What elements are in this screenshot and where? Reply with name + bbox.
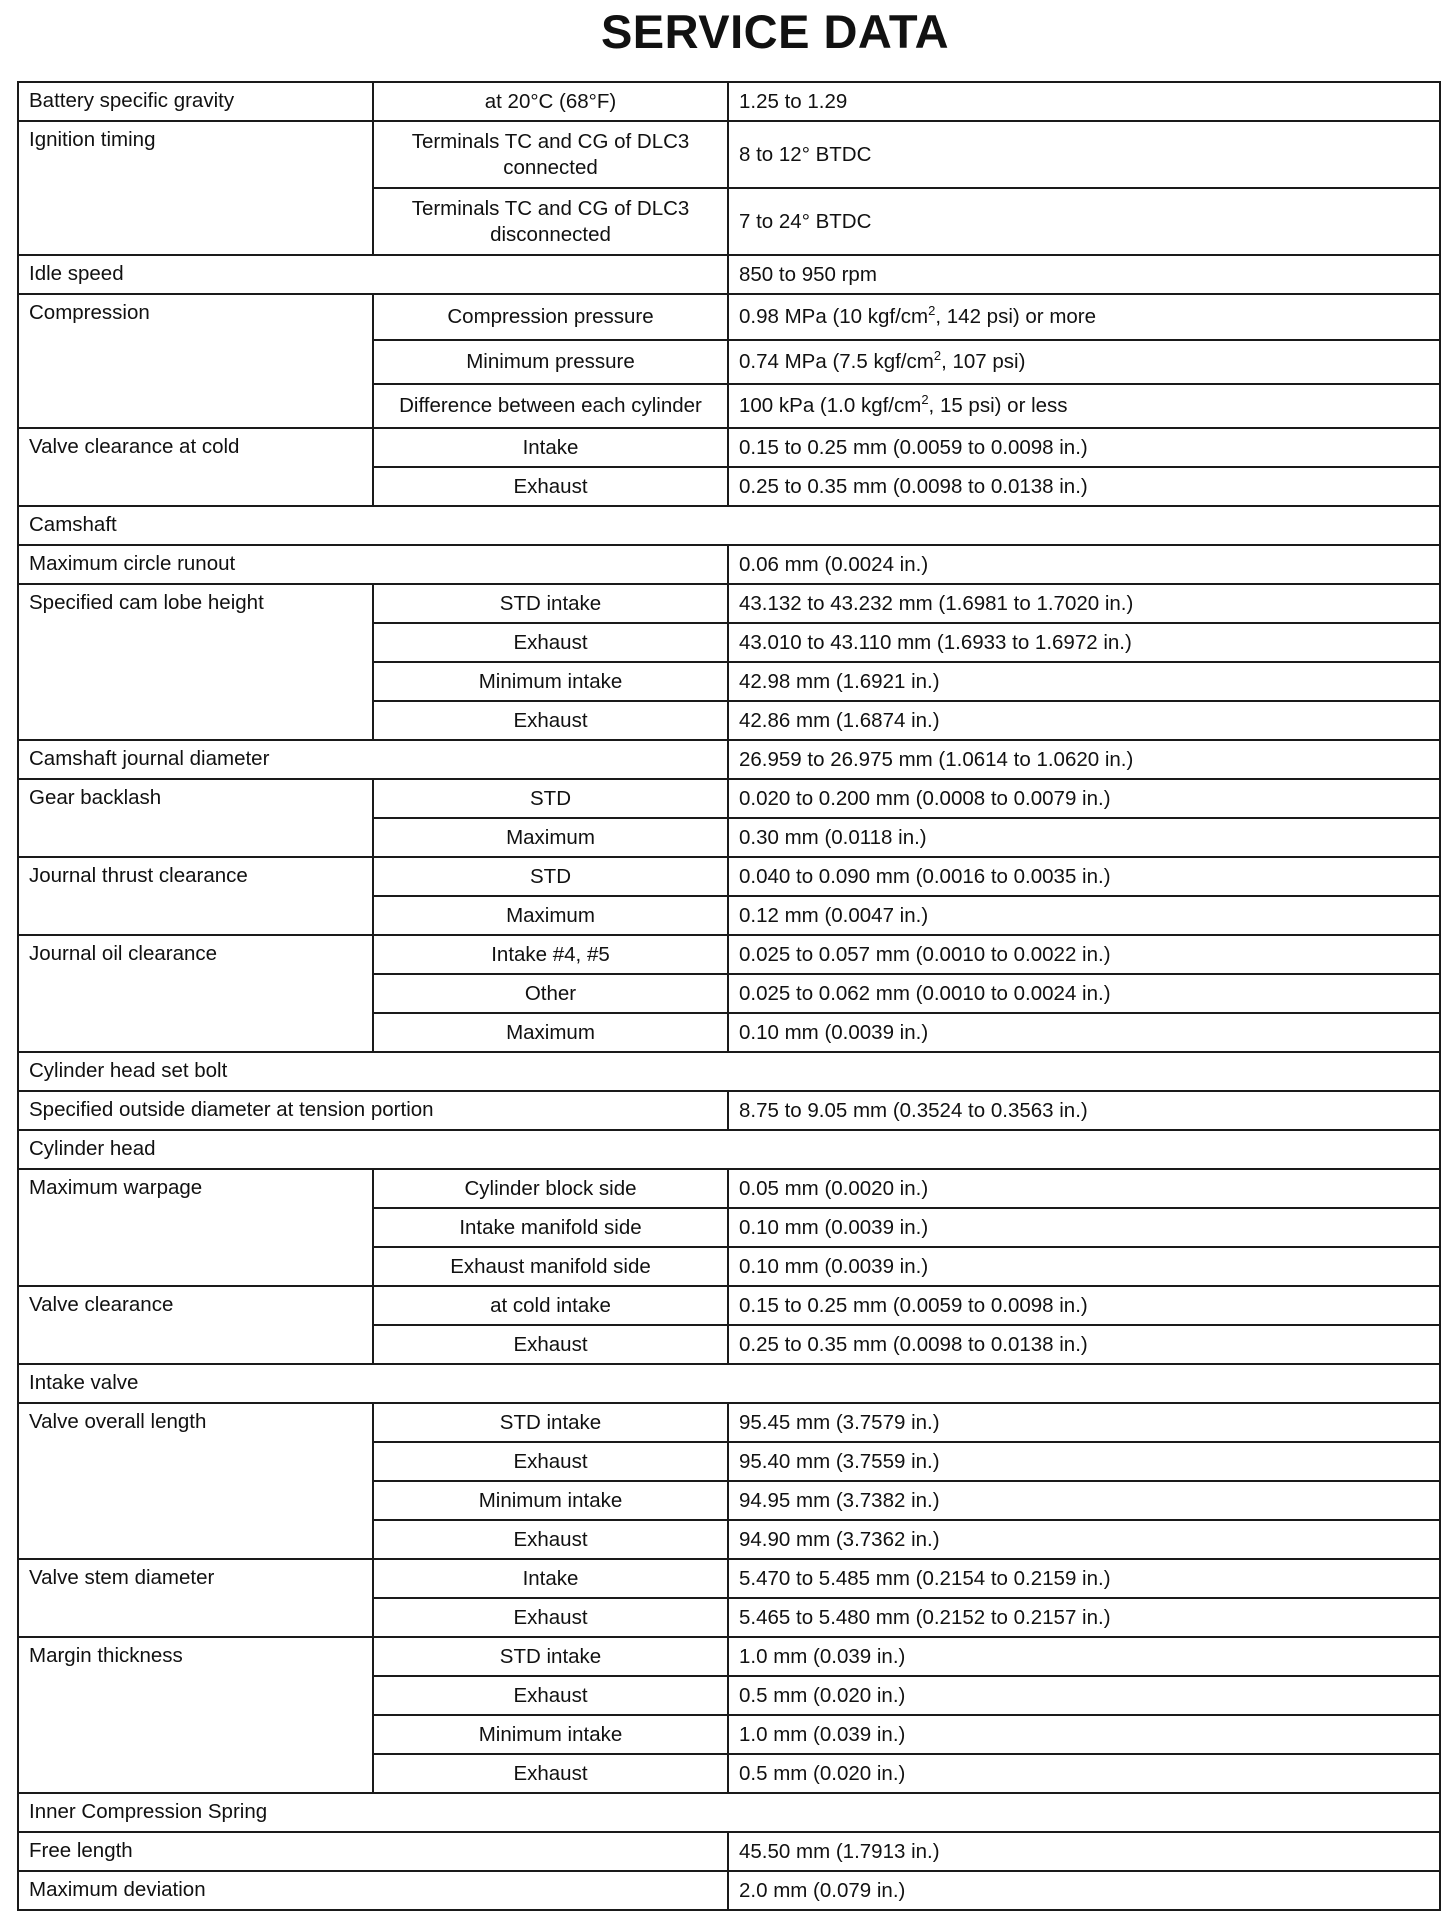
table-row xyxy=(18,1637,1440,1676)
row-value xyxy=(728,384,1440,428)
value-text: , 15 psi) or less xyxy=(928,394,1068,417)
row-condition: Other xyxy=(373,974,728,1013)
row-label: Valve overall length xyxy=(18,1403,373,1559)
value-text: 0.98 MPa (10 kgf/cm xyxy=(739,305,929,328)
row-condition: Minimum intake xyxy=(373,1715,728,1754)
table-row xyxy=(18,82,1440,121)
row-label: Valve stem diameter xyxy=(18,1559,373,1637)
table-row xyxy=(18,1169,1440,1208)
row-condition: Intake #4, #5 xyxy=(373,935,728,974)
row-label: Free length xyxy=(18,1832,728,1871)
row-condition: Exhaust xyxy=(373,1676,728,1715)
row-condition: Exhaust xyxy=(373,623,728,662)
table-row xyxy=(18,1091,1440,1130)
row-condition: Maximum xyxy=(373,896,728,935)
table-row xyxy=(18,294,1440,340)
section-header: Intake valve xyxy=(18,1364,1440,1403)
row-value: 94.90 mm (3.7362 in.) xyxy=(728,1520,1440,1559)
row-value: 0.10 mm (0.0039 in.) xyxy=(728,1247,1440,1286)
section-header: Inner Compression Spring xyxy=(18,1793,1440,1832)
row-label: Valve clearance xyxy=(18,1286,373,1364)
row-value: 0.5 mm (0.020 in.) xyxy=(728,1754,1440,1793)
row-label: Maximum deviation xyxy=(18,1871,728,1910)
row-label: Specified cam lobe height xyxy=(18,584,373,740)
table-row xyxy=(18,935,1440,974)
row-value: 0.025 to 0.057 mm (0.0010 to 0.0022 in.) xyxy=(728,935,1440,974)
table-row xyxy=(18,545,1440,584)
row-condition: Exhaust xyxy=(373,1754,728,1793)
table-row xyxy=(18,779,1440,818)
row-value: 5.465 to 5.480 mm (0.2152 to 0.2157 in.) xyxy=(728,1598,1440,1637)
row-condition: Intake manifold side xyxy=(373,1208,728,1247)
row-label: Maximum warpage xyxy=(18,1169,373,1286)
value-text: 100 kPa (1.0 kgf/cm xyxy=(739,394,922,417)
row-value: 0.020 to 0.200 mm (0.0008 to 0.0079 in.) xyxy=(728,779,1440,818)
row-condition: Exhaust xyxy=(373,1520,728,1559)
row-value: 0.25 to 0.35 mm (0.0098 to 0.0138 in.) xyxy=(728,1325,1440,1364)
superscript: 2 xyxy=(928,303,936,319)
row-label: Maximum circle runout xyxy=(18,545,728,584)
section-row xyxy=(18,1052,1440,1091)
row-label: Journal thrust clearance xyxy=(18,857,373,935)
row-value: 0.10 mm (0.0039 in.) xyxy=(728,1208,1440,1247)
table-row xyxy=(18,1286,1440,1325)
row-value: 0.040 to 0.090 mm (0.0016 to 0.0035 in.) xyxy=(728,857,1440,896)
row-label: Specified outside diameter at tension portion xyxy=(18,1091,728,1130)
section-row xyxy=(18,506,1440,545)
row-label: Ignition timing xyxy=(18,121,373,255)
table-row xyxy=(18,121,1440,188)
row-value: 0.12 mm (0.0047 in.) xyxy=(728,896,1440,935)
row-value xyxy=(728,294,1440,340)
row-condition: at cold intake xyxy=(373,1286,728,1325)
row-value: 43.010 to 43.110 mm (1.6933 to 1.6972 in.) xyxy=(728,623,1440,662)
service-data-table xyxy=(17,81,1441,1911)
row-condition: Cylinder block side xyxy=(373,1169,728,1208)
row-condition: Minimum intake xyxy=(373,1481,728,1520)
row-condition: Intake xyxy=(373,428,728,467)
page-title: SERVICE DATA xyxy=(600,5,950,58)
row-value: 850 to 950 rpm xyxy=(728,255,1440,294)
row-value: 5.470 to 5.485 mm (0.2154 to 0.2159 in.) xyxy=(728,1559,1440,1598)
section-row xyxy=(18,1130,1440,1169)
section-row xyxy=(18,1793,1440,1832)
row-condition: Exhaust xyxy=(373,701,728,740)
row-value: 0.5 mm (0.020 in.) xyxy=(728,1676,1440,1715)
value-text: , 107 psi) xyxy=(941,350,1026,373)
value-text: 0.74 MPa (7.5 kgf/cm xyxy=(739,350,934,373)
row-value: 94.95 mm (3.7382 in.) xyxy=(728,1481,1440,1520)
row-condition: Maximum xyxy=(373,818,728,857)
row-condition: Difference between each cylinder xyxy=(373,384,728,428)
row-condition: at 20°C (68°F) xyxy=(373,82,728,121)
row-condition: Terminals TC and CG of DLC3 connected xyxy=(373,121,728,188)
row-label: Camshaft journal diameter xyxy=(18,740,728,779)
table-row xyxy=(18,740,1440,779)
row-condition: STD intake xyxy=(373,1637,728,1676)
table-row xyxy=(18,1403,1440,1442)
row-condition: Maximum xyxy=(373,1013,728,1052)
row-condition: Exhaust xyxy=(373,467,728,506)
superscript: 2 xyxy=(921,392,929,408)
section-header: Cylinder head set bolt xyxy=(18,1052,1440,1091)
row-condition: Exhaust xyxy=(373,1442,728,1481)
row-value: 0.30 mm (0.0118 in.) xyxy=(728,818,1440,857)
row-value: 0.06 mm (0.0024 in.) xyxy=(728,545,1440,584)
section-header: Cylinder head xyxy=(18,1130,1440,1169)
row-value: 42.86 mm (1.6874 in.) xyxy=(728,701,1440,740)
row-label: Journal oil clearance xyxy=(18,935,373,1052)
row-value: 42.98 mm (1.6921 in.) xyxy=(728,662,1440,701)
row-value: 95.40 mm (3.7559 in.) xyxy=(728,1442,1440,1481)
row-condition: Exhaust manifold side xyxy=(373,1247,728,1286)
row-condition: Exhaust xyxy=(373,1598,728,1637)
row-value: 2.0 mm (0.079 in.) xyxy=(728,1871,1440,1910)
row-label: Margin thickness xyxy=(18,1637,373,1793)
value-text: , 142 psi) or more xyxy=(935,305,1097,328)
row-value: 43.132 to 43.232 mm (1.6981 to 1.7020 in.) xyxy=(728,584,1440,623)
row-value: 1.0 mm (0.039 in.) xyxy=(728,1715,1440,1754)
row-value xyxy=(728,340,1440,384)
row-label: Gear backlash xyxy=(18,779,373,857)
table-row xyxy=(18,1559,1440,1598)
row-label: Battery specific gravity xyxy=(18,82,373,121)
row-label: Compression xyxy=(18,294,373,428)
row-condition: STD xyxy=(373,779,728,818)
row-condition: Terminals TC and CG of DLC3 disconnected xyxy=(373,188,728,255)
row-value: 8 to 12° BTDC xyxy=(728,121,1440,188)
section-header: Camshaft xyxy=(18,506,1440,545)
row-value: 0.25 to 0.35 mm (0.0098 to 0.0138 in.) xyxy=(728,467,1440,506)
row-value: 26.959 to 26.975 mm (1.0614 to 1.0620 in.) xyxy=(728,740,1440,779)
row-value: 0.15 to 0.25 mm (0.0059 to 0.0098 in.) xyxy=(728,428,1440,467)
row-condition: Minimum intake xyxy=(373,662,728,701)
table-row xyxy=(18,428,1440,467)
row-label: Valve clearance at cold xyxy=(18,428,373,506)
row-value: 7 to 24° BTDC xyxy=(728,188,1440,255)
row-condition: STD intake xyxy=(373,1403,728,1442)
row-value: 0.05 mm (0.0020 in.) xyxy=(728,1169,1440,1208)
table-row xyxy=(18,1871,1440,1910)
row-condition: Intake xyxy=(373,1559,728,1598)
row-condition: Compression pressure xyxy=(373,294,728,340)
row-value: 8.75 to 9.05 mm (0.3524 to 0.3563 in.) xyxy=(728,1091,1440,1130)
row-condition: STD intake xyxy=(373,584,728,623)
row-value: 1.25 to 1.29 xyxy=(728,82,1440,121)
row-condition: Minimum pressure xyxy=(373,340,728,384)
table-row xyxy=(18,584,1440,623)
row-value: 0.15 to 0.25 mm (0.0059 to 0.0098 in.) xyxy=(728,1286,1440,1325)
row-label: Idle speed xyxy=(18,255,728,294)
row-value: 1.0 mm (0.039 in.) xyxy=(728,1637,1440,1676)
row-value: 45.50 mm (1.7913 in.) xyxy=(728,1832,1440,1871)
table-row xyxy=(18,857,1440,896)
row-value: 0.025 to 0.062 mm (0.0010 to 0.0024 in.) xyxy=(728,974,1440,1013)
superscript: 2 xyxy=(933,348,942,364)
table-row xyxy=(18,255,1440,294)
section-row xyxy=(18,1364,1440,1403)
row-condition: STD xyxy=(373,857,728,896)
row-condition: Exhaust xyxy=(373,1325,728,1364)
table-row xyxy=(18,1832,1440,1871)
row-value: 95.45 mm (3.7579 in.) xyxy=(728,1403,1440,1442)
row-value: 0.10 mm (0.0039 in.) xyxy=(728,1013,1440,1052)
